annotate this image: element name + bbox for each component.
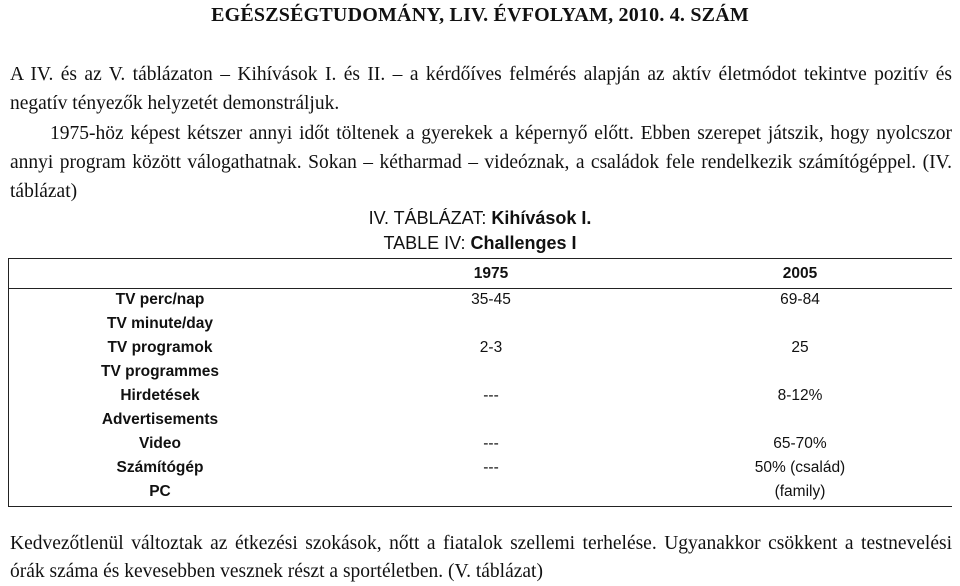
journal-header: EGÉSZSÉGTUDOMÁNY, LIV. ÉVFOLYAM, 2010. 4. SZÁM	[211, 4, 749, 26]
row-label-tv-minutes-en: TV minute/day	[107, 315, 213, 332]
cell-tv-minutes-2005: 69-84	[780, 291, 820, 308]
paragraph-screen-time: 1975-höz képest kétszer annyi időt töltenek a gyerekek a képernyő előtt. Ebben szerepet játszik, hogy nyolcszor annyi program között válogathatnak. Sokan – kétharmad – videóznak, a családok fele rendelkezik számítógéppel. (IV. táblázat)	[10, 123, 952, 202]
table-top-rule	[8, 258, 952, 259]
cell-tv-programmes-2005: 25	[791, 339, 809, 356]
table-caption-en	[0, 233, 960, 254]
table-caption-hu-prefix: IV. TÁBLÁZAT:	[368, 208, 492, 228]
cell-computer-1975: ---	[483, 459, 499, 476]
row-label-computer-en: PC	[149, 483, 171, 500]
row-label-advertisements-en: Advertisements	[101, 411, 219, 428]
cell-computer-2005: 50% (család)	[754, 459, 846, 476]
paragraph-intro: A IV. és az V. táblázaton – Kihívások I. és II. – a kérdőíves felmérés alapján az aktív életmódot tekintve pozitív és negatív tényezők helyzetét demonstráljuk.	[10, 64, 952, 114]
row-label-computer-hu: Számítógép	[116, 459, 204, 476]
paragraph-conclusion: Kedvezőtlenül változtak az étkezési szokások, nőtt a fiatalok szellemi terhelése. Ugyanakkor csökkent a testnevelési órák száma és kevesebben vesznek részt a sportéletben. (V. táblázat)	[10, 533, 952, 582]
row-label-video: Video	[139, 435, 181, 452]
cell-video-2005: 65-70%	[773, 435, 827, 452]
cell-video-1975: ---	[483, 435, 499, 452]
row-label-advertisements-hu: Hirdetések	[120, 387, 200, 404]
column-header-2005: 2005	[782, 265, 818, 282]
table-caption-hu	[0, 208, 960, 229]
cell-advertisements-1975: ---	[483, 387, 499, 404]
table-caption-en-title: Challenges I	[470, 233, 577, 253]
cell-advertisements-2005: 8-12%	[777, 387, 823, 404]
table-bottom-rule	[8, 506, 952, 507]
cell-computer-2005-note: (family)	[774, 483, 826, 500]
table-caption-hu-title: Kihívások I.	[491, 208, 592, 228]
table-caption-en-prefix: TABLE IV:	[383, 233, 471, 253]
cell-tv-minutes-1975: 35-45	[471, 291, 511, 308]
cell-tv-programmes-1975: 2-3	[479, 339, 503, 356]
column-header-1975: 1975	[473, 265, 509, 282]
row-label-tv-minutes-hu: TV perc/nap	[115, 291, 205, 308]
row-label-tv-programmes-hu: TV programok	[107, 339, 213, 356]
row-label-tv-programmes-en: TV programmes	[100, 363, 219, 380]
